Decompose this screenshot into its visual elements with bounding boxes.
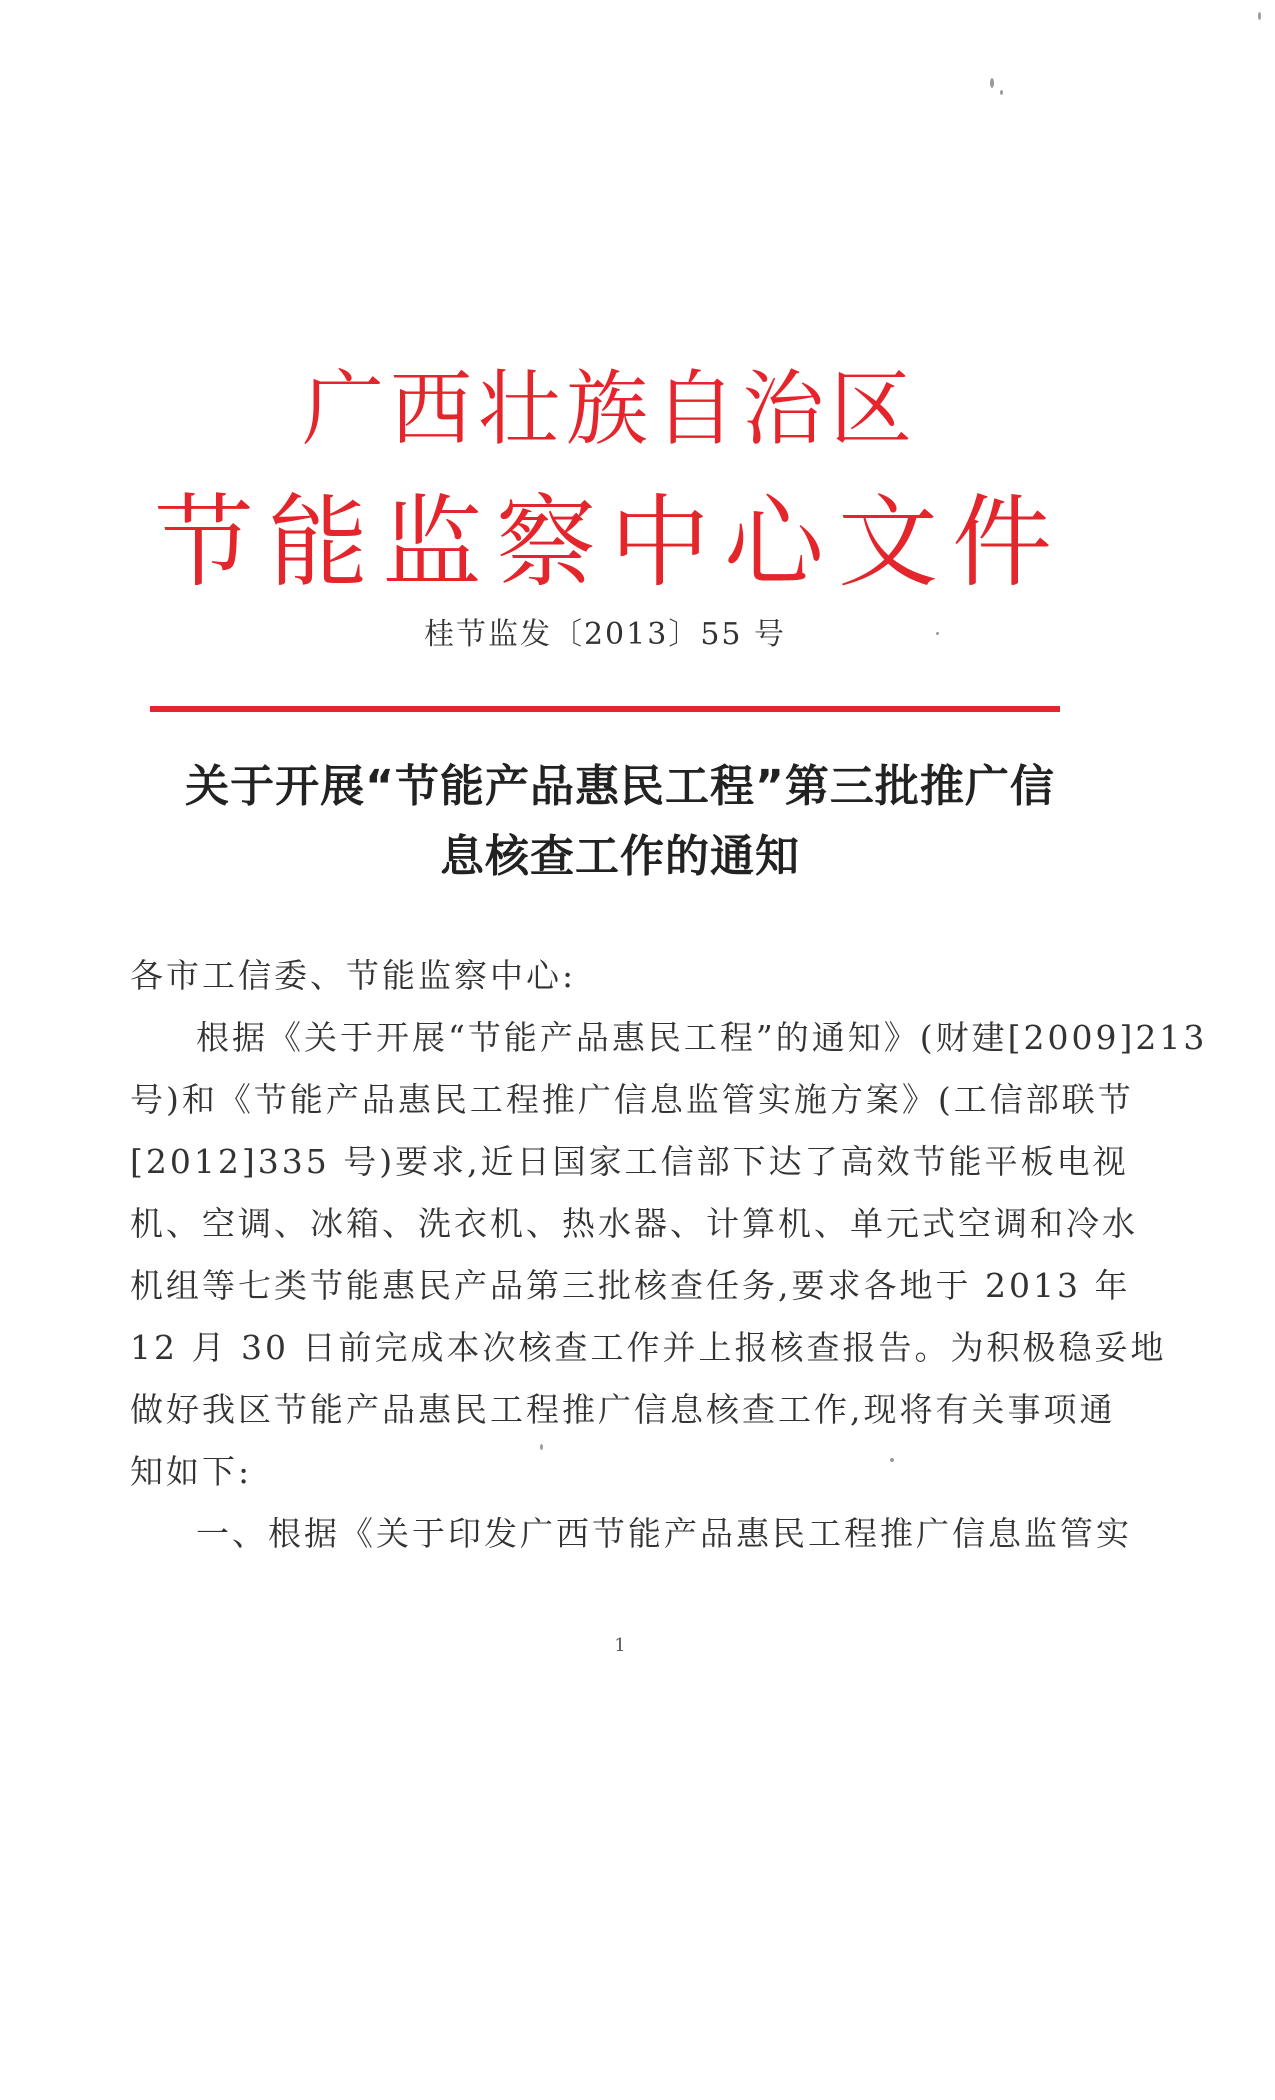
scan-speck [1000,90,1003,95]
title-line-2: 息核查工作的通知 [440,831,800,882]
body-line: 12 月 30 日前完成本次核查工作并上报核查报告。为积极稳妥地 [130,1328,1167,1367]
document-number: 桂节监发〔2013〕55 号 [423,617,787,652]
scan-speck [540,1444,543,1450]
scan-speck [1258,12,1261,20]
body-line: [2012]335 号)要求,近日国家工信部下达了高效节能平板电视 [130,1142,1129,1181]
body-line: 机、空调、冰箱、洗衣机、热水器、计算机、单元式空调和冷水 [130,1204,1138,1243]
scan-speck [990,78,994,88]
title-line-1: 关于开展“节能产品惠民工程”第三批推广信 [185,761,1055,812]
body-line: 做好我区节能产品惠民工程推广信息核查工作,现将有关事项通 [130,1390,1116,1429]
page-number: 1 [614,1635,626,1656]
document-title [120,752,1120,892]
body-line: 机组等七类节能惠民产品第三批核查任务,要求各地于 2013 年 [130,1266,1131,1305]
document-body [130,945,1208,1565]
issuing-authority-line1: 广西壮族自治区 [301,362,918,457]
scan-speck [890,1458,894,1462]
scan-speck [936,632,939,635]
body-line: 根据《关于开展“节能产品惠民工程”的通知》(财建[2009]213 [196,1018,1208,1057]
body-line: 号)和《节能产品惠民工程推广信息监管实施方案》(工信部联节 [130,1080,1134,1119]
body-line: 一、根据《关于印发广西节能产品惠民工程推广信息监管实 [196,1514,1132,1553]
body-line: 知如下: [130,1452,253,1491]
issuing-authority-line2: 节能监察中心文件 [154,484,1066,601]
red-divider-line [150,706,1060,712]
addressee-line: 各市工信委、节能监察中心: [130,956,577,995]
